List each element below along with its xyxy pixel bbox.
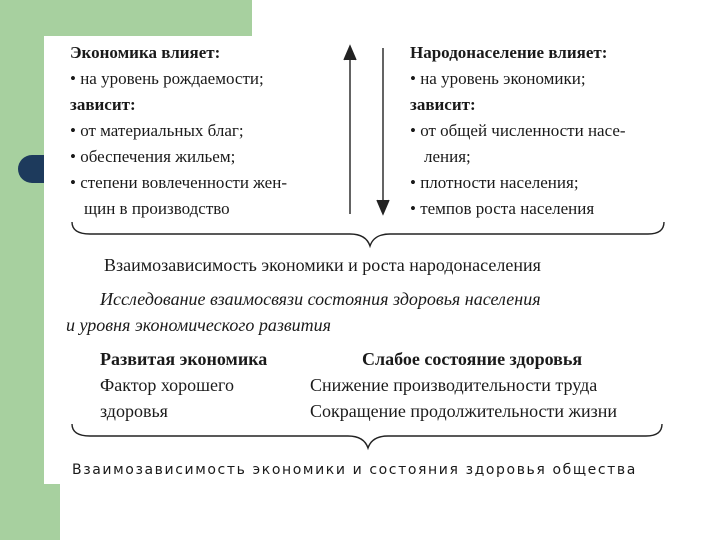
right-item: • от общей численности насе- — [410, 121, 626, 140]
bottom-left-line: здоровья — [100, 401, 168, 421]
up-arrow-head — [344, 46, 356, 60]
research-line-2: и уровня экономического развития — [66, 315, 332, 335]
right-heading-influences: Народонаселение влияет: — [410, 43, 608, 62]
right-item: • темпов роста населения — [410, 199, 595, 218]
summary-population-economy: Взаимозависимость экономики и роста народонаселения — [104, 255, 541, 275]
bottom-left-line: Фактор хорошего — [100, 375, 234, 395]
down-arrow-head — [377, 200, 389, 214]
right-heading-depends: зависит: — [410, 95, 476, 114]
bottom-left-heading: Развитая экономика — [100, 349, 268, 369]
right-item: ления; — [424, 147, 471, 166]
left-item-birthrate: • на уровень рождаемости; — [70, 69, 264, 88]
right-item-economy: • на уровень экономики; — [410, 69, 586, 88]
top-brace — [72, 222, 664, 246]
left-item: • обеспечения жильем; — [70, 147, 236, 166]
left-item: щин в производство — [84, 199, 230, 218]
left-item: • от материальных благ; — [70, 121, 244, 140]
right-item: • плотности населения; — [410, 173, 579, 192]
research-line-1: Исследование взаимосвязи состояния здоровья населения — [100, 289, 541, 309]
bottom-right-line: Снижение производительности труда — [310, 375, 598, 395]
left-heading-influences: Экономика влияет: — [70, 43, 221, 62]
bottom-right-heading: Слабое состояние здоровья — [362, 349, 583, 369]
left-heading-depends: зависит: — [70, 95, 136, 114]
figure-caption: Взаимозависимость экономики и состояния здоровья общества — [72, 462, 637, 478]
bottom-right-line: Сокращение продолжительности жизни — [310, 401, 617, 421]
left-item: • степени вовлеченности жен- — [70, 173, 287, 192]
bottom-brace — [72, 424, 662, 448]
